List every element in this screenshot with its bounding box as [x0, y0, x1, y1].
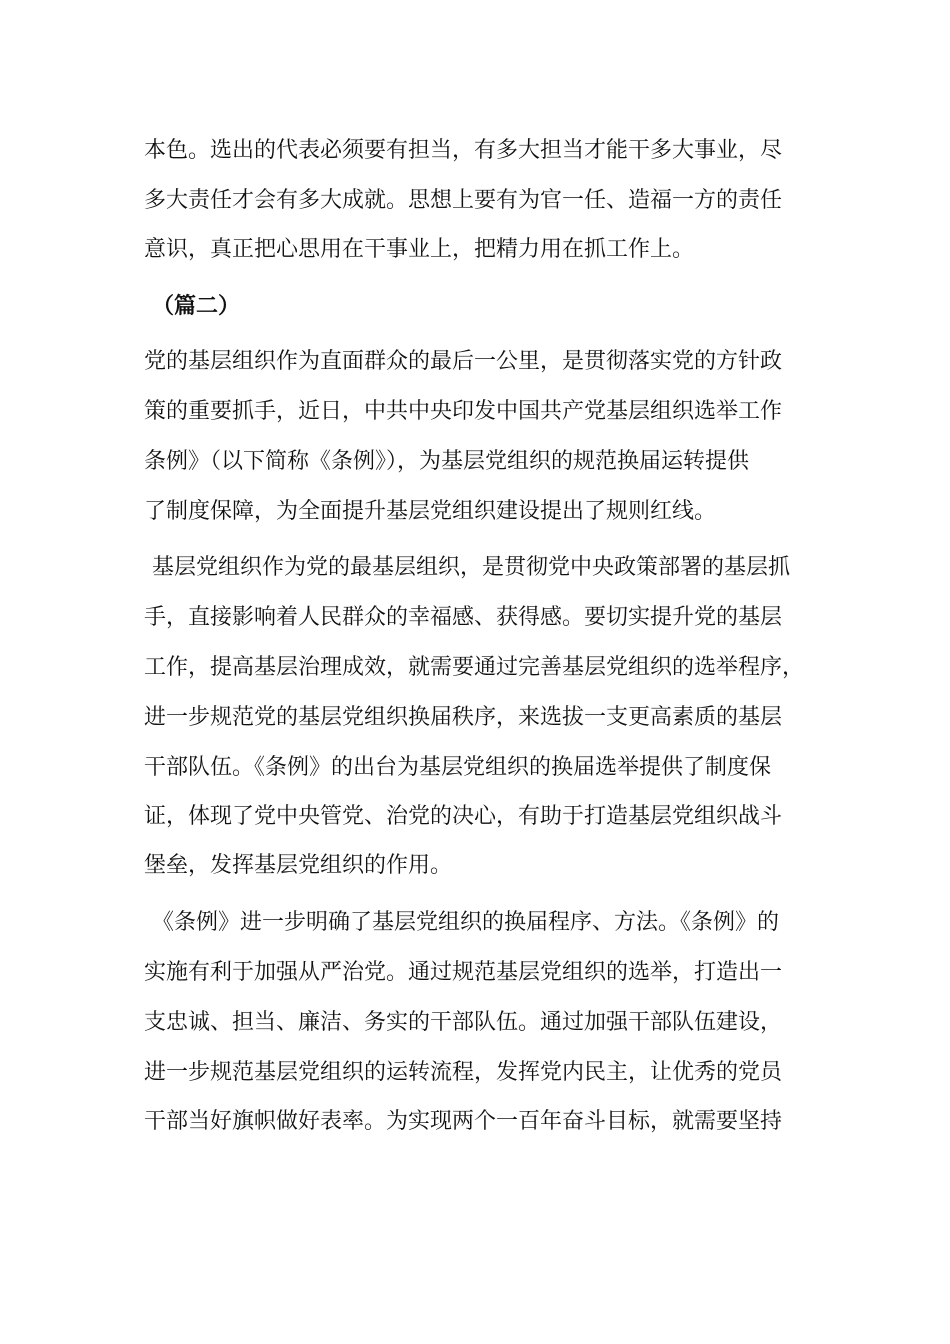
text-line: 手，直接影响着人民群众的幸福感、获得感。要切实提升党的基层: [144, 605, 783, 630]
section-heading: （篇二）: [152, 294, 241, 319]
text-line: 堡垒，发挥基层党组织的作用。: [144, 853, 453, 878]
text-line: 策的重要抓手，近日，中共中央印发中国共产党基层组织选举工作: [144, 399, 783, 424]
text-line: 证，体现了党中央管党、治党的决心，有助于打造基层党组织战斗: [144, 804, 783, 829]
text-line: 支忠诚、担当、廉洁、务实的干部队伍。通过加强干部队伍建设，: [144, 1010, 783, 1035]
text-line: 进一步规范基层党组织的运转流程，发挥党内民主，让优秀的党员: [144, 1060, 783, 1085]
text-line: 条例》（以下简称《条例》），为基层党组织的规范换届运转提供: [144, 449, 750, 474]
text-line: 干部队伍。《条例》的出台为基层党组织的换届选举提供了制度保: [144, 755, 772, 780]
text-line: 《条例》进一步明确了基层党组织的换届程序、方法。《条例》的: [152, 910, 780, 935]
text-line: 党的基层组织作为直面群众的最后一公里，是贯彻落实党的方针政: [144, 349, 783, 374]
text-line: 本色。选出的代表必须要有担当，有多大担当才能干多大事业，尽: [144, 138, 783, 163]
text-line: 干部当好旗帜做好表率。为实现两个一百年奋斗目标，就需要坚持: [144, 1109, 783, 1134]
text-line: 进一步规范党的基层党组织换届秩序，来选拔一支更高素质的基层: [144, 705, 783, 730]
text-line: 多大责任才会有多大成就。思想上要有为官一任、造福一方的责任: [144, 188, 783, 213]
text-line: 意识，真正把心思用在干事业上，把精力用在抓工作上。: [144, 237, 695, 262]
text-line: 工作，提高基层治理成效，就需要通过完善基层党组织的选举程序，: [144, 655, 805, 680]
text-line: 基层党组织作为党的最基层组织，是贯彻党中央政策部署的基层抓: [152, 555, 791, 580]
text-line: 了制度保障，为全面提升基层党组织建设提出了规则红线。: [144, 499, 717, 524]
text-line: 实施有利于加强从严治党。通过规范基层党组织的选举，打造出一: [144, 960, 783, 985]
